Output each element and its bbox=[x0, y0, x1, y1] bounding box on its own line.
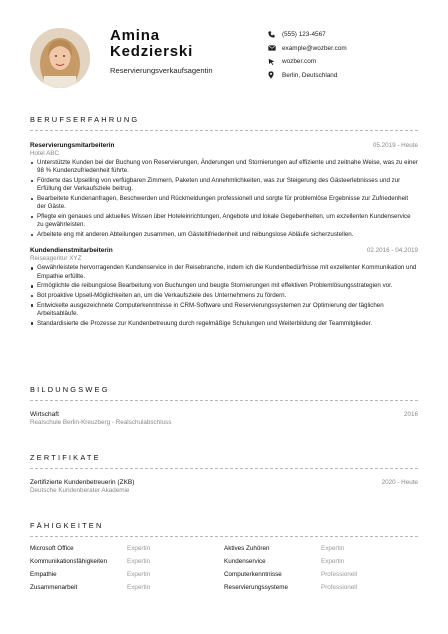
education-school: Realschule Berlin-Kreuzberg - Realschulabschluss bbox=[30, 419, 172, 426]
resume-header bbox=[0, 0, 448, 100]
phone-icon bbox=[268, 31, 279, 38]
section-heading: FÄHIGKEITEN bbox=[30, 521, 104, 530]
list-item: Ermöglichte die reibungslose Bearbeitung von Buchungen und beugte Stornierungen mit effektiven Problemlösungsstrategien vor. bbox=[30, 282, 418, 290]
contact-list bbox=[268, 28, 438, 82]
section-divider bbox=[30, 130, 418, 131]
section-divider bbox=[30, 468, 418, 469]
list-item: Arbeitete eng mit anderen Abteilungen zusammen, um Gästeltifriedenheit und reibungslose Abläufe sicherzustellen. bbox=[30, 231, 418, 239]
education-entry bbox=[30, 411, 418, 426]
skills-section bbox=[30, 521, 418, 597]
location-pin-icon bbox=[268, 71, 279, 79]
skill-level: Expertin bbox=[321, 558, 345, 565]
skill-level: Expertin bbox=[127, 558, 151, 565]
skill-level: Expertin bbox=[127, 584, 151, 591]
skill-name: Aktives Zuhören bbox=[224, 545, 270, 552]
skill-level: Professionell bbox=[321, 571, 358, 578]
section-heading: BILDUNGSWEG bbox=[30, 385, 110, 394]
list-item: Bearbeitete Kundenanfragen, Beschwerden und Rückmeldungen professionell und sorgte für problemlöse Ergebnisse zur Zufriedenheit der Gäste. bbox=[30, 195, 418, 212]
education-date: 2016 bbox=[403, 411, 418, 418]
skill-name: Microsoft Office bbox=[30, 545, 74, 552]
job-date: 02.2016 - 04.2019 bbox=[366, 247, 418, 255]
profile-photo-image bbox=[30, 28, 90, 88]
certificates-section bbox=[30, 453, 418, 494]
contact-email-text[interactable]: example@wozber.com bbox=[282, 44, 347, 52]
skill-level: Expertin bbox=[127, 545, 151, 552]
email-icon bbox=[268, 45, 279, 51]
certificate-date: 2020 - Heute bbox=[381, 479, 418, 486]
skill-level: Professionell bbox=[321, 584, 358, 591]
skill-name: Kundenservice bbox=[224, 558, 266, 565]
job-company: Hotel ABC bbox=[30, 150, 60, 157]
skill-name: Kommunikationsfähigkeiten bbox=[30, 558, 108, 565]
job-bullets bbox=[30, 264, 418, 328]
job-title: Kundendienstmitarbeiterin bbox=[30, 247, 113, 255]
list-item: Standardisierte die Prozesse zur Kundenbetreuung durch regelmäßige Schulungen und Weiterbildung der Teammitglieder. bbox=[30, 320, 418, 328]
candidate-last-name: Kedzierski bbox=[110, 43, 194, 60]
link-icon bbox=[268, 58, 279, 65]
skill-name: Zusammenarbeit bbox=[30, 584, 78, 591]
list-item: Entwickelte ausgezeichnete Computerkenntnisse in CRM-Software und Reservierungssystemen zur Optimierung der täglichen Arbeitsabläufe. bbox=[30, 302, 418, 319]
section-heading: ZERTIFIKATE bbox=[30, 453, 101, 462]
education-section bbox=[30, 385, 418, 426]
skill-level: Expertin bbox=[127, 571, 151, 578]
job-date: 05.2019 - Heute bbox=[372, 142, 418, 149]
skills-grid bbox=[30, 545, 418, 597]
job-company: Reiseagentur XYZ bbox=[30, 255, 82, 263]
job-title: Reservierungsmitarbeiterin bbox=[30, 142, 115, 149]
certificate-title: Zertifizierte Kundenbetreuerin (ZKB) bbox=[30, 479, 135, 486]
list-item: Bot proaktive Upsell-Möglichkeiten an, um die Verkaufsziele des Unternehmens zu fördern. bbox=[30, 292, 418, 300]
profile-photo bbox=[30, 28, 90, 88]
certificate-issuer: Deutsche Kundenberater Akademie bbox=[30, 487, 130, 494]
candidate-first-name: Amina bbox=[110, 27, 160, 44]
job-bullets bbox=[30, 159, 418, 239]
certificate-entry bbox=[30, 479, 418, 494]
list-item: Pflegte ein genaues und aktuelles Wissen über Hoteleinrichtungen, Angebote und lokale Gegebenheiten, um exzellenten Kundenservice zu gewährleisten. bbox=[30, 213, 418, 230]
section-heading: BERUFSERFAHRUNG bbox=[30, 115, 140, 124]
candidate-name bbox=[110, 28, 193, 60]
contact-email bbox=[268, 42, 438, 56]
contact-location bbox=[268, 69, 438, 83]
contact-website bbox=[268, 55, 438, 69]
experience-section bbox=[30, 115, 418, 329]
list-item: Gewährleistete hervorragenden Kundenservice in der Reisebranche, indem ich die Kundenbedürfnisse mit exzellenter Kommunikation und Empathie erfüllte. bbox=[30, 264, 418, 281]
job-entry bbox=[30, 247, 418, 328]
section-divider bbox=[30, 400, 418, 401]
skill-name: Computerkenntnisse bbox=[224, 571, 282, 578]
job-entry bbox=[30, 142, 418, 239]
skill-name: Empathie bbox=[30, 571, 57, 578]
contact-location-text: Berlin, Deutschland bbox=[282, 71, 338, 79]
contact-phone-text: (555) 123-4567 bbox=[282, 31, 326, 39]
list-item: Förderte das Upselling von verfügbaren Zimmern, Paketen und Annehmlichkeiten, was zur Steigerung des Gästeerlebnisses und zur Erfüllung der Verkaufsziele beitrug. bbox=[30, 177, 418, 194]
section-divider bbox=[30, 536, 418, 537]
contact-website-text[interactable]: wozber.com bbox=[282, 58, 317, 66]
candidate-job-title: Reservierungsverkaufsagentin bbox=[110, 66, 213, 75]
list-item: Unterstützte Kunden bei der Buchung von Reservierungen, Änderungen und Stornierungen auf effiziente und zeitnahe Weise, was zu einer 98 % Kundenzufriedenheit führte. bbox=[30, 159, 418, 176]
education-title: Wirtschaft bbox=[30, 411, 59, 418]
skill-level: Expertin bbox=[321, 545, 345, 552]
skill-name: Reservierungssysteme bbox=[224, 584, 289, 591]
contact-phone bbox=[268, 28, 438, 42]
